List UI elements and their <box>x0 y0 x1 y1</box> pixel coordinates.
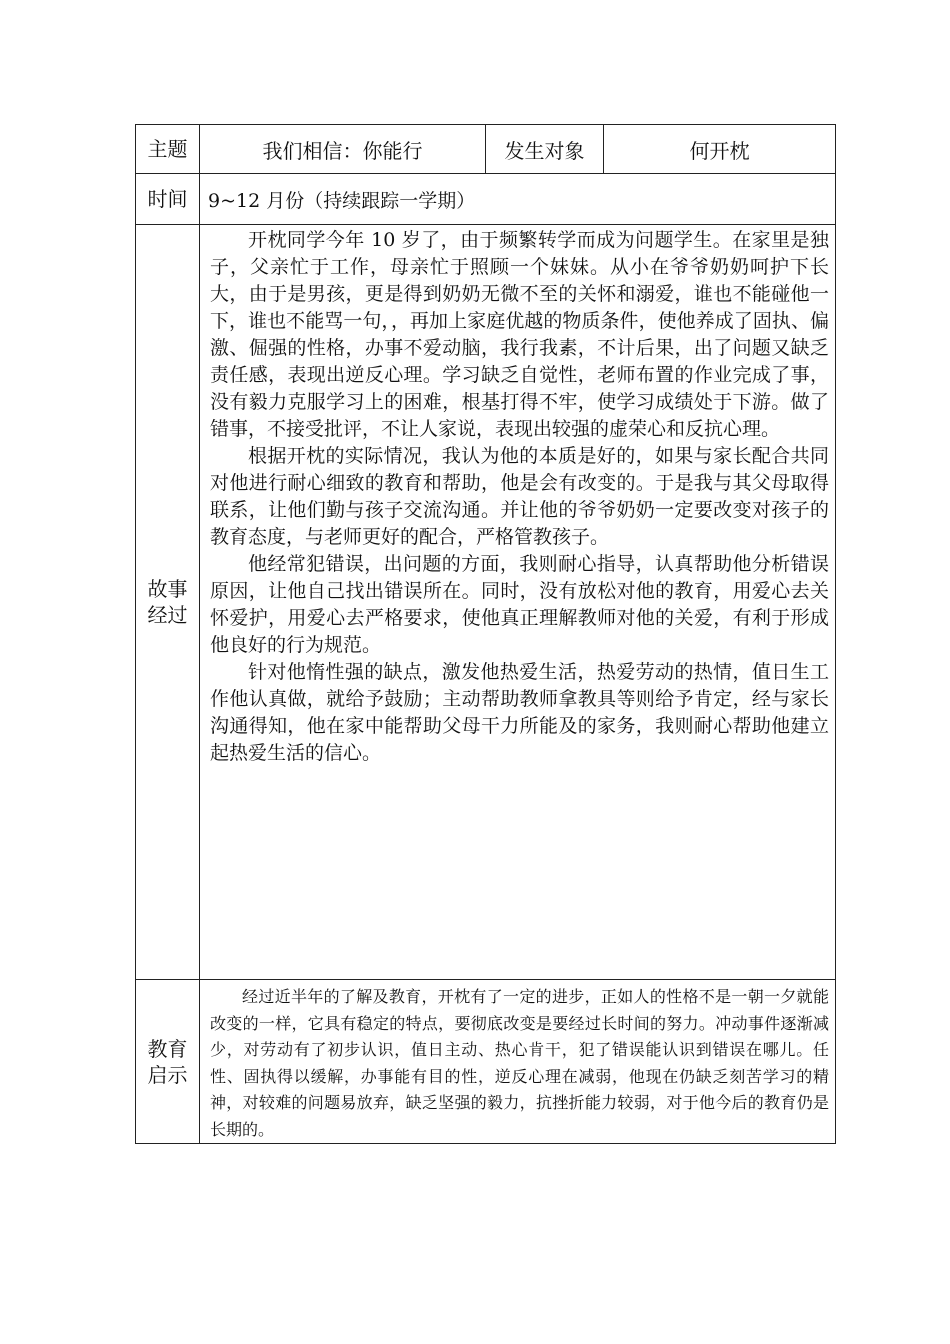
time-label: 时间 <box>136 174 200 225</box>
education-label-line1: 教育 <box>147 1036 188 1061</box>
education-paragraph: 经过近半年的了解及教育，开枕有了一定的进步，正如人的性格不是一朝一夕就能改变的一样，它具有稳定的特点，要彻底改变是要经过长时间的努力。冲动事件逐渐减少，对劳动有了初步认识，值日主动、热心肯干，犯了错误能认识到错误在哪儿。任性、固执得以缓解，办事能有目的性，逆反心理在减弱，他现在仍缺乏刻苦学习的精神，对较难的问题易放弃，缺乏坚强的毅力，抗挫折能力较弱，对于他今后的教育仍是长期的。 <box>210 987 829 1139</box>
target-value: 何开枕 <box>604 125 836 174</box>
theme-row <box>136 125 836 174</box>
theme-label: 主题 <box>136 125 200 174</box>
education-content <box>200 980 836 1144</box>
time-row <box>136 174 836 225</box>
story-paragraph: 他经常犯错误，出问题的方面，我则耐心指导，认真帮助他分析错误原因，让他自己找出错误所在。同时，没有放松对他的教育，用爱心去关怀爱护，用爱心去严格要求，使他真正理解教师对他的关爱，有利于形成他良好的行为规范。 <box>210 553 829 656</box>
story-label <box>136 225 200 980</box>
education-label-line2: 启示 <box>147 1062 188 1087</box>
education-row <box>136 980 836 1144</box>
time-value: 9~12 月份（持续跟踪一学期） <box>200 174 836 225</box>
story-paragraph: 根据开枕的实际情况，我认为他的本质是好的，如果与家长配合共同对他进行耐心细致的教育和帮助，他是会有改变的。于是我与其父母取得联系，让他们勤与孩子交流沟通。并让他的爷爷奶奶一定要改变对孩子的教育态度，与老师更好的配合，严格管教孩子。 <box>210 445 829 548</box>
story-content <box>200 225 836 980</box>
story-row <box>136 225 836 980</box>
story-paragraph: 开枕同学今年 10 岁了，由于频繁转学而成为问题学生。在家里是独子，父亲忙于工作，母亲忙于照顾一个妹妹。从小在爷爷奶奶呵护下长大，由于是男孩，更是得到奶奶无微不至的关怀和溺爱，谁也不能碰他一下，谁也不能骂一句，，再加上家庭优越的物质条件，使他养成了固执、偏激、倔强的性格，办事不爱动脑，我行我素，不计后果，出了问题又缺乏责任感，表现出逆反心理。学习缺乏自觉性，老师布置的作业完成了事，没有毅力克服学习上的困难，根基打得不牢，使学习成绩处于下游。做了错事，不接受批评，不让人家说，表现出较强的虚荣心和反抗心理。 <box>210 229 829 440</box>
case-record-table <box>135 124 836 1144</box>
story-label-line2: 经过 <box>147 603 188 627</box>
theme-value: 我们相信：你能行 <box>200 125 486 174</box>
story-paragraph: 针对他惰性强的缺点，激发他热爱生活，热爱劳动的热情，值日生工作他认真做，就给予鼓励；主动帮助教师拿教具等则给予肯定，经与家长沟通得知，他在家中能帮助父母干力所能及的家务，我则耐心帮助他建立起热爱生活的信心。 <box>210 661 829 764</box>
education-label <box>136 980 200 1144</box>
story-label-line1: 故事 <box>147 577 188 601</box>
target-label: 发生对象 <box>486 125 604 174</box>
